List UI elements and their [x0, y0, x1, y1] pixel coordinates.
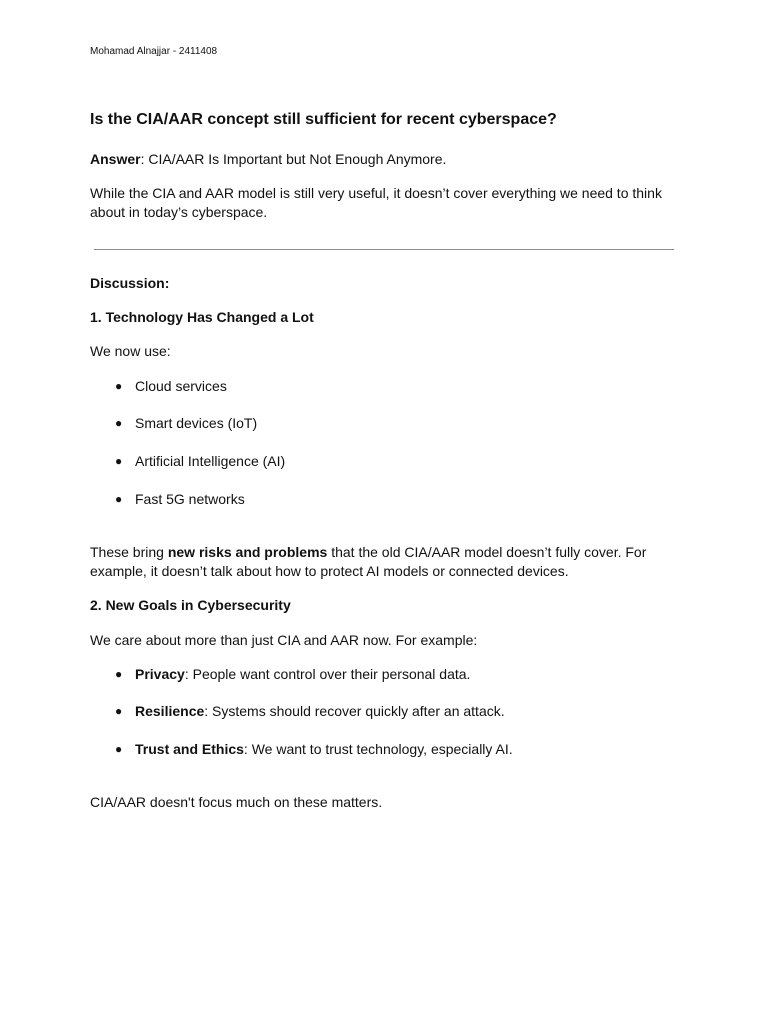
discussion-heading: Discussion:	[90, 275, 170, 291]
intro-paragraph: While the CIA and AAR model is still very useful, it doesn’t cover everything we need to think about in today’s cyberspace.	[90, 185, 662, 220]
bullet-icon: ●	[115, 379, 123, 393]
bullet-icon: ●	[115, 704, 123, 718]
section1-lead: We now use:	[90, 343, 171, 359]
emphasis-text: new risks and problems	[167, 544, 328, 560]
bullet-icon: ●	[115, 742, 123, 756]
answer-label: Answer	[90, 151, 141, 167]
bullet-icon: ●	[115, 416, 123, 430]
section1-paragraph: These bring new risks and problems that the old CIA/AAR model doesn’t fully cover. For example, it doesn’t talk about how to protect AI models or connected devices.	[90, 544, 647, 579]
section1-heading: 1. Technology Has Changed a Lot	[90, 309, 314, 325]
document-page: Mohamad Alnajjar - 2411408 Is the CIA/AAR concept still sufficient for recent cyberspace? Answer: CIA/AAR Is Important but Not Enough Anymore. While the CIA and AAR model is still very useful, it doesn’t cover everything we need to think about in today’s cyberspace. Discussion: 1. Technology Has Changed a Lot We now use: ● Cloud services ● Smart devices (IoT) ● Artificial Intelligence (AI) ● Fast 5G networks These bring new risks and problems that the old CIA/AAR model doesn’t fully cover. For example, it doesn’t talk about how to protect AI models or connected devices. 2. New Goals in Cybersecurity We care about more than just CIA and AAR now. For example: ● Privacy: People want control over their personal data. ● Resilience: Systems should recover quickly after an attack. ● Trust and Ethics: We want to trust technology, especially AI. CIA/AAR doesn't focus much on these matters.	[0, 0, 768, 1024]
bullet-icon: ●	[115, 454, 123, 468]
closing-paragraph: CIA/AAR doesn't focus much on these matters.	[90, 794, 383, 810]
bullet-icon: ●	[115, 492, 123, 506]
bullet-icon: ●	[115, 667, 123, 681]
horizontal-divider	[94, 249, 674, 250]
section2-lead: We care about more than just CIA and AAR now. For example:	[90, 632, 478, 648]
answer-paragraph	[90, 150, 670, 169]
answer-text: : CIA/AAR Is Important but Not Enough Anymore.	[140, 151, 447, 167]
page-title: Is the CIA/AAR concept still sufficient for recent cyberspace?	[90, 111, 557, 128]
section2-heading: 2. New Goals in Cybersecurity	[90, 597, 291, 613]
author-header: Mohamad Alnajjar - 2411408	[90, 46, 218, 57]
